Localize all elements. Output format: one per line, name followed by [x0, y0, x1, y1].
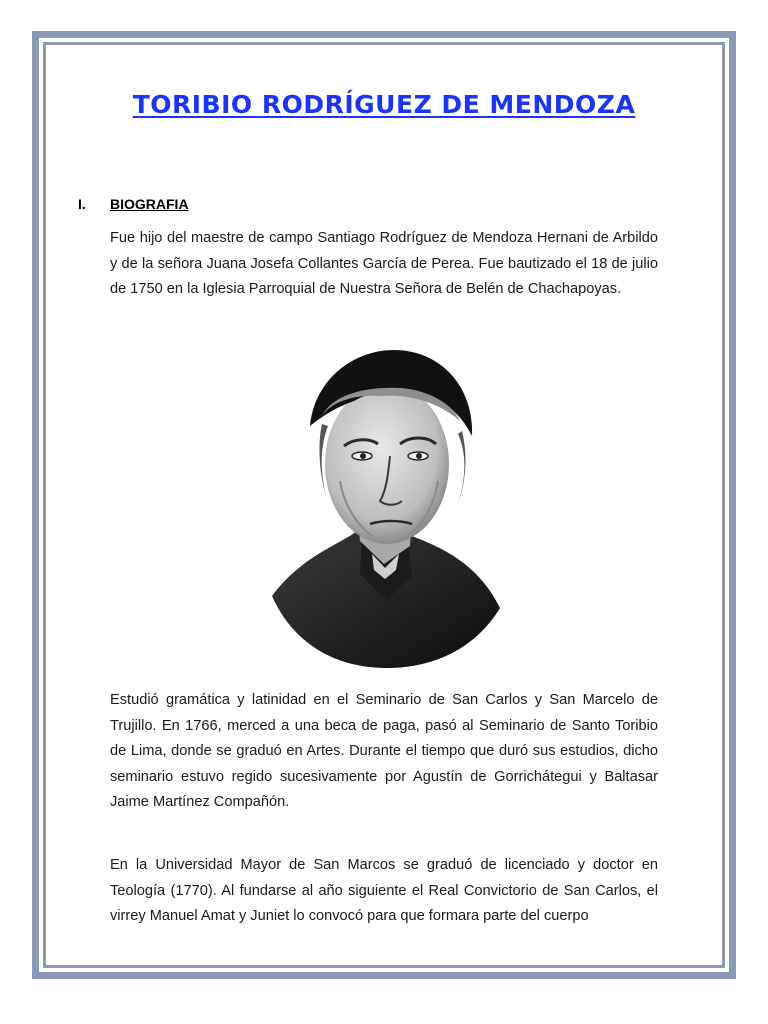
document-title: TORIBIO RODRÍGUEZ DE MENDOZA	[132, 90, 636, 119]
section-number: I.	[78, 196, 86, 212]
biography-paragraph-1: Fue hijo del maestre de campo Santiago Rodríguez de Mendoza Hernani de Arbildo y de la señora Juana Josefa Collantes García de Perea. Fue bautizado el 18 de julio de 1750 en la Iglesia Parroquial de Nuestra Señora de Belén de Chachapoyas.	[110, 230, 658, 297]
portrait-engraving	[262, 346, 508, 670]
section-heading: BIOGRAFIA	[110, 196, 189, 212]
biography-paragraph-2: Estudió gramática y latinidad en el Seminario de San Carlos y San Marcelo de Trujillo. En 1766, merced a una beca de paga, pasó al Seminario de Santo Toribio de Lima, donde se graduó en Artes. Durante el tiempo que duró sus estudios, dicho seminario estuvo regido sucesivamente por Agustín de Gorrichátegui y Baltasar Jaime Martínez Compañón.	[110, 692, 658, 810]
biography-paragraph-3: En la Universidad Mayor de San Marcos se graduó de licenciado y doctor en Teología (1770). Al fundarse al año siguiente el Real Convictorio de San Carlos, el virrey Manuel Amat y Juniet lo convocó para que formara parte del cuerpo	[110, 857, 658, 924]
portrait-image	[262, 346, 508, 670]
